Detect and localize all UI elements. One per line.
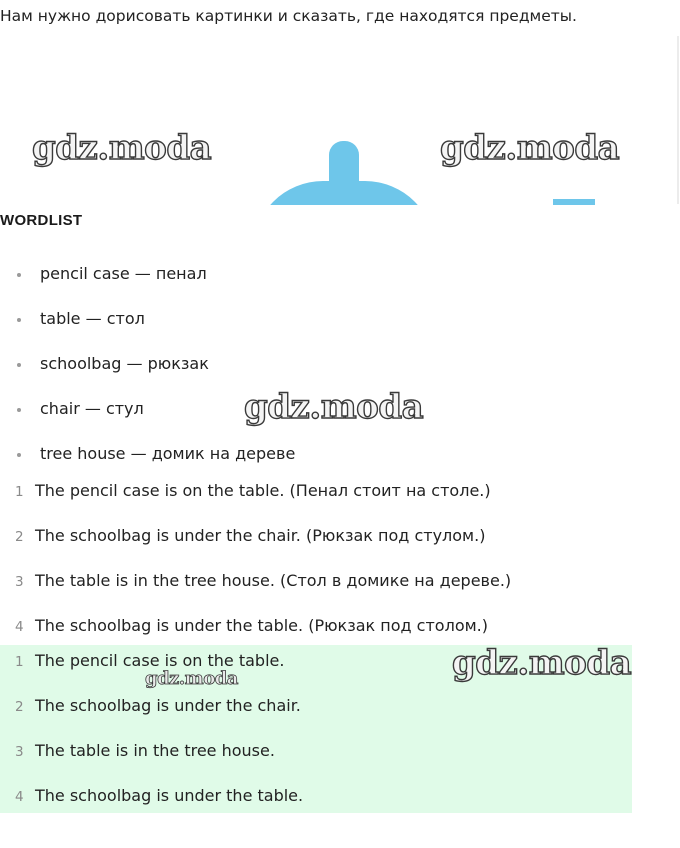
bullet-icon <box>17 318 21 322</box>
wordlist-item-label: table — стол <box>40 309 145 328</box>
item-text: The schoolbag is under the chair. <box>35 696 301 715</box>
watermark: gdz.moda <box>145 668 238 689</box>
item-number: 3 <box>15 574 24 590</box>
item-number: 1 <box>15 654 24 670</box>
item-text: The schoolbag is under the table. (Рюкзак под столом.) <box>35 616 488 635</box>
wordlist-item-label: chair — стул <box>40 399 144 418</box>
bullet-icon <box>17 363 21 367</box>
item-number: 1 <box>15 484 24 500</box>
illustration-lamp-top <box>329 141 359 185</box>
watermark: gdz.moda <box>440 128 620 168</box>
illustration-lamp-dome <box>253 181 435 205</box>
item-text: The table is in the tree house. <box>35 741 275 760</box>
item-number: 2 <box>15 529 24 545</box>
watermark: gdz.moda <box>452 643 632 683</box>
item-text: The table is in the tree house. (Стол в домике на дереве.) <box>35 571 512 590</box>
watermark: gdz.moda <box>244 387 424 427</box>
item-number: 4 <box>15 619 24 635</box>
item-text: The schoolbag is under the chair. (Рюкзак под стулом.) <box>35 526 486 545</box>
item-text: The pencil case is on the table. (Пенал стоит на столе.) <box>35 481 491 500</box>
illustration-fragment <box>553 199 595 205</box>
wordlist-heading: WORDLIST <box>0 212 83 229</box>
wordlist-item-label: schoolbag — рюкзак <box>40 354 209 373</box>
bullet-icon <box>17 453 21 457</box>
wordlist-item-label: pencil case — пенал <box>40 264 207 283</box>
item-number: 2 <box>15 699 24 715</box>
bullet-icon <box>17 273 21 277</box>
bullet-icon <box>17 408 21 412</box>
wordlist-item-label: tree house — домик на дереве <box>40 444 296 463</box>
watermark: gdz.moda <box>32 128 212 168</box>
item-number: 4 <box>15 789 24 805</box>
item-text: The schoolbag is under the table. <box>35 786 304 805</box>
item-text: The pencil case is on the table. <box>35 651 285 670</box>
item-number: 3 <box>15 744 24 760</box>
intro-text: Нам нужно дорисовать картинки и сказать, где находятся предметы. <box>0 7 577 25</box>
